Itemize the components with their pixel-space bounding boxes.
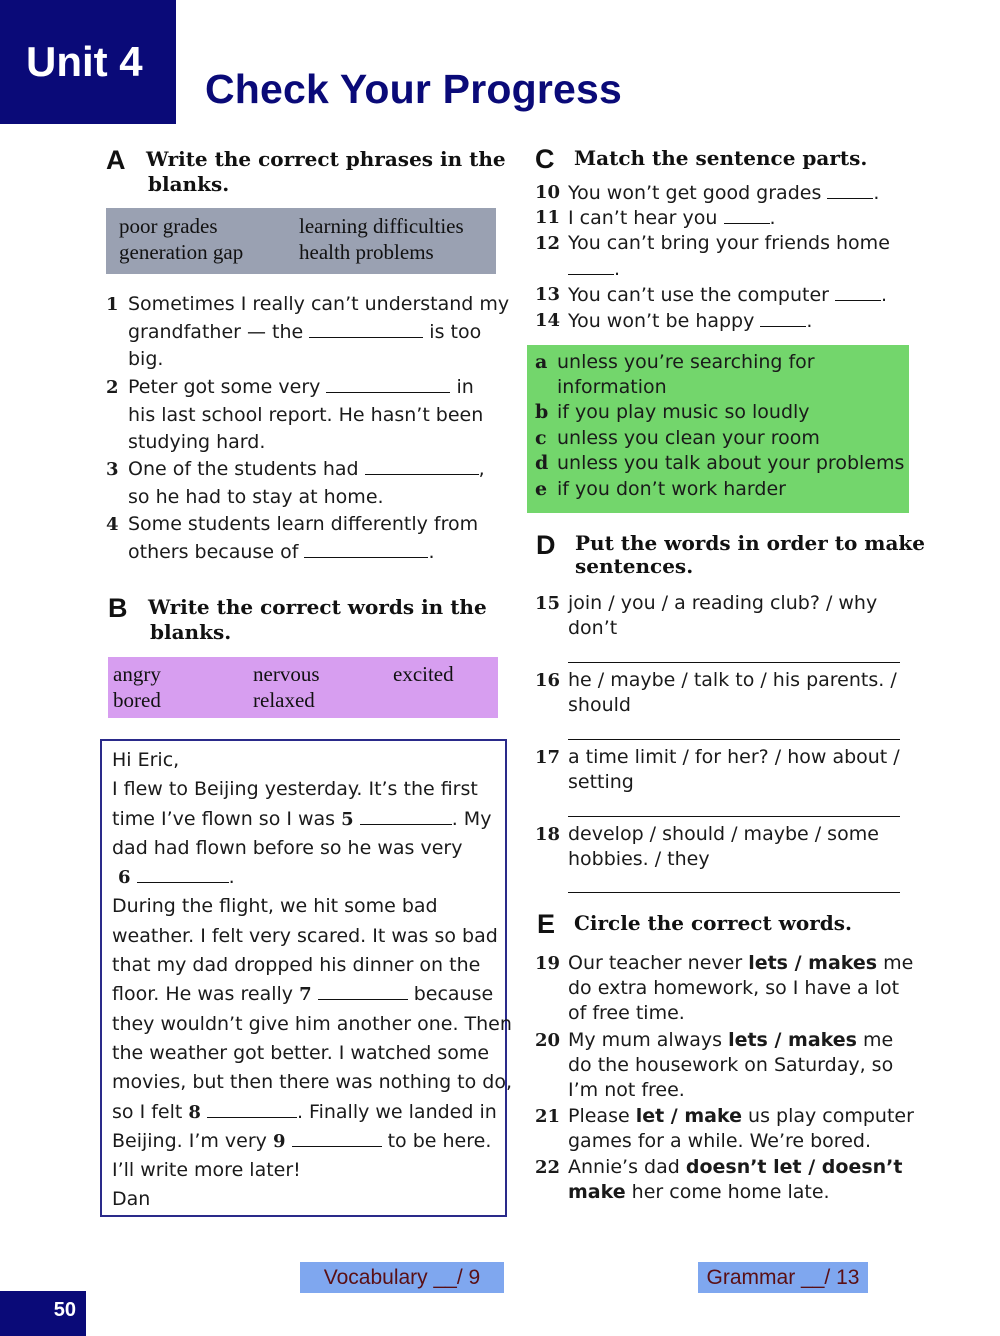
section-b-title: Write the correct words in the blanks. bbox=[148, 595, 487, 644]
word-bank-item: health problems bbox=[299, 240, 434, 264]
section-c-letter: C bbox=[535, 144, 555, 174]
section-c-title: Match the sentence parts. bbox=[574, 146, 868, 170]
section-e-title: Circle the correct words. bbox=[574, 911, 852, 935]
unit-banner bbox=[0, 0, 176, 124]
grammar-score-box: Grammar __/ 13 bbox=[698, 1262, 868, 1293]
choice-words[interactable]: lets / makes bbox=[728, 1029, 857, 1051]
answer-blank[interactable] bbox=[835, 282, 881, 301]
answer-blank[interactable] bbox=[326, 374, 450, 393]
choice-words[interactable]: lets / makes bbox=[748, 952, 878, 974]
section-e-letter: E bbox=[537, 909, 556, 939]
word-bank-a bbox=[106, 208, 496, 274]
section-d-letter: D bbox=[536, 530, 556, 560]
unit-label: Unit 4 bbox=[26, 38, 143, 85]
answer-blank-7[interactable] bbox=[318, 981, 408, 1000]
word-bank-item: excited bbox=[393, 662, 454, 686]
word-bank-item: angry bbox=[113, 662, 161, 686]
answer-blank[interactable] bbox=[724, 205, 770, 224]
answer-line-15[interactable] bbox=[568, 662, 900, 663]
answer-blank[interactable] bbox=[304, 539, 428, 558]
answer-line-18[interactable] bbox=[568, 892, 900, 893]
page-number: 50 bbox=[53, 1299, 76, 1321]
answer-blank[interactable] bbox=[568, 256, 614, 275]
word-bank-item: relaxed bbox=[253, 688, 315, 712]
answer-blank-9[interactable] bbox=[292, 1128, 382, 1147]
section-d-title: Put the words in order to make sentences. bbox=[575, 531, 925, 578]
page-number-box bbox=[0, 1291, 86, 1336]
answer-blank-5[interactable] bbox=[360, 806, 452, 825]
section-a-letter: A bbox=[106, 145, 126, 175]
choice-words-cont[interactable]: make bbox=[568, 1181, 626, 1203]
word-bank-item: generation gap bbox=[119, 240, 244, 264]
section-a-title: Write the correct phrases in the blanks. bbox=[146, 147, 506, 196]
word-bank-item: poor grades bbox=[119, 214, 218, 238]
answer-line-17[interactable] bbox=[568, 816, 900, 817]
answer-blank-6[interactable] bbox=[137, 864, 229, 883]
answer-blank[interactable] bbox=[827, 180, 873, 199]
answer-blank[interactable] bbox=[365, 456, 479, 475]
word-bank-b bbox=[108, 657, 498, 718]
section-b-letter: B bbox=[108, 593, 128, 623]
answer-blank[interactable] bbox=[309, 319, 423, 338]
vocabulary-score-box: Vocabulary __/ 9 bbox=[300, 1262, 504, 1293]
choice-words[interactable]: let / make bbox=[635, 1105, 742, 1127]
email-letter-box: Hi Eric, I flew to Beijing yesterday. It’s the first time I’ve flown so I was 5 . My dad had flown before so he was very 6 . During the flight, we hit some bad weather. I felt very scared. It was so bad that my dad dropped his dinner on the floor. He was really 7 because they wouldn’t give him another one. Then the weather got better. I watched some movies, but then there was nothing to do, so I felt 8 . Finally we landed in Beijing. I’m very 9 to be here. I’ll write more later! Dan bbox=[100, 739, 507, 1217]
page-title: Check Your Progress bbox=[205, 66, 623, 112]
word-bank-item: learning difficulties bbox=[299, 214, 464, 238]
word-bank-item: bored bbox=[113, 688, 161, 712]
word-bank-item: nervous bbox=[253, 662, 320, 686]
answer-blank[interactable] bbox=[760, 308, 806, 327]
answer-blank-8[interactable] bbox=[207, 1099, 297, 1118]
answer-line-16[interactable] bbox=[568, 739, 900, 740]
choice-words[interactable]: doesn’t let / doesn’t bbox=[685, 1156, 903, 1178]
